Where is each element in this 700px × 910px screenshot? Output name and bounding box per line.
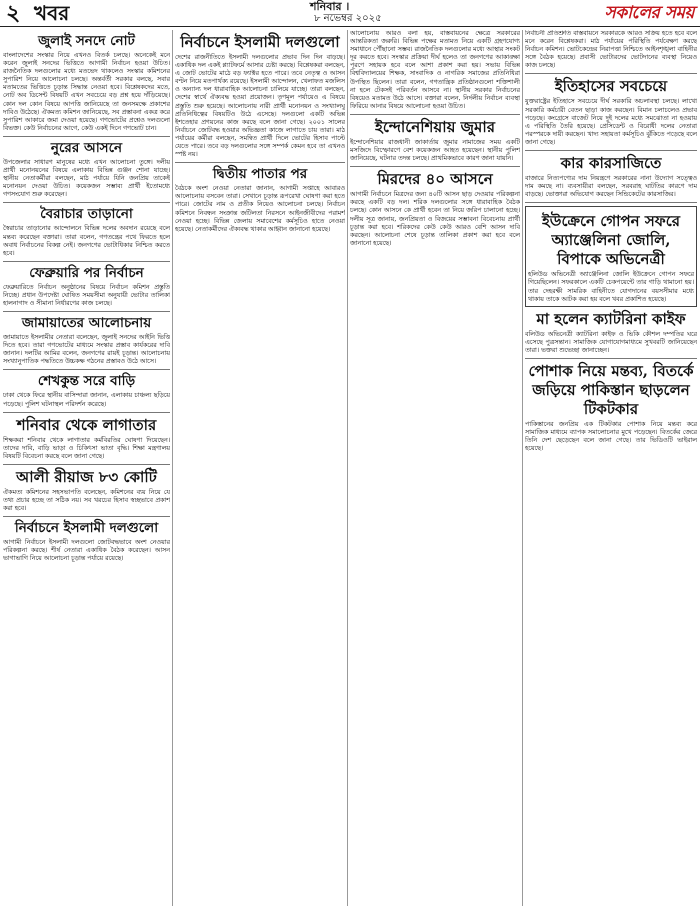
- divider: [175, 162, 345, 163]
- article-body: শিক্ষকরা শনিবার থেকে লাগাতার কর্মবিরতির ঘোষণা দিয়েছেন। তাদের দাবি, বাড়ি ভাড়া ও চিকিৎসা ভাতা বৃদ্ধি। শিক্ষা মন্ত্রণালয় বিষয়টি বিবেচনা করছে বলে জানা গেছে।: [3, 436, 170, 460]
- article-headline[interactable]: জুলাই সনদে নোট: [38, 33, 135, 49]
- article-body: জামায়াতে ইসলামীর নেতারা বলেছেন, জুলাই সনদের আইনি ভিত্তি দিতে হবে। তারা গণভোটের মাধ্যমে সংস্কার প্রস্তাব কার্যকরের দাবি জানান। দলটির আমির বলেন, জনগণের রায়ই চূড়ান্ত। আলোচনায় সংখ্যানুপাতিক পদ্ধতিতে উচ্চকক্ষ গঠনের প্রস্তাবও উঠে আসে।: [3, 334, 170, 366]
- article-body: উপজেলার সাধারণ মানুষের মধ্যে এখন আলোচনা তুঙ্গে। দলীয় প্রার্থী মনোনয়নের বিষয়ে এলাকায় বিভিন্ন গুঞ্জন শোনা যাচ্ছে। স্থানীয় নেতাকর্মীরা বলছেন, মাঠ পর্যায়ে যিনি জনপ্রিয় তাকেই মনোনয়ন দেওয়া উচিত। কয়েকজন সম্ভাব্য প্রার্থী ইতোমধ্যে গণসংযোগ শুরু করেছেন।: [3, 158, 170, 199]
- article-headline[interactable]: ইউক্রেনে গোপন সফরে অ্যাঞ্জেলিনা জোলি, বিপাকে অভিনেত্রী: [541, 212, 681, 269]
- article-headline[interactable]: আলী রীয়াজ ৮৩ কোটি: [16, 467, 157, 486]
- divider: [525, 358, 697, 359]
- article-headline[interactable]: মা হলেন ক্যাটরিনা কাইফ: [536, 309, 686, 328]
- feature-box: [525, 206, 697, 306]
- column-rule: [172, 30, 173, 906]
- article-body: পাকিস্তানের জনপ্রিয় এক টিকটকার পোশাক নিয়ে মন্তব্য করে সামাজিক মাধ্যমে ব্যাপক সমালোচনার মুখে পড়েছেন। বিতর্কের জেরে তিনি দেশ ছেড়েছেন বলে জানা গেছে। তার ভিডিওটি ভাইরাল হয়েছে।: [525, 420, 697, 453]
- article-headline[interactable]: কার কারসাজিতে: [560, 154, 662, 173]
- article-headline[interactable]: পোশাক নিয়ে মন্তব্য, বিতর্কে জড়িয়ে পাকিস্তান ছাড়লেন টিকটকার: [528, 361, 694, 418]
- column-4: [525, 30, 697, 908]
- column-3: [350, 30, 520, 908]
- divider: [3, 516, 170, 517]
- divider: [3, 261, 170, 262]
- header-day: শনিবার ।: [310, 0, 350, 13]
- article-body: হলিউড অভিনেত্রী অ্যাঞ্জেলিনা জোলি ইউক্রেনে গোপন সফরে গিয়েছিলেন। সফরকালে একটি চেকপয়েন্টে তার গাড়ি থামানো হয়। তার দেহরক্ষী সামরিক বাহিনীতে যোগদানের বয়সসীমার মধ্যে থাকায় তাকে আটক করা হয় বলে খবর প্রকাশিত হয়েছে।: [528, 271, 694, 303]
- article-body: ফেব্রুয়ারিতে নির্বাচন অনুষ্ঠানের বিষয়ে নির্বাচন কমিশন প্রস্তুতি নিচ্ছে। প্রধান উপদেষ্টা ঘোষিত সময়সীমা অনুযায়ী ভোটার তালিকা হালনাগাদ ও সীমানা নির্ধারণের কাজ চলছে।: [3, 283, 170, 307]
- column-rule: [347, 30, 348, 906]
- divider: [3, 369, 170, 370]
- newspaper-logo: সকালের সময়: [604, 3, 694, 23]
- article-body: বৈঠকে অংশ নেওয়া নেতারা জানান, আগামী সপ্তাহে আবারও আলোচনায় বসবেন তারা। সেখানে চূড়ান্ত রূপরেখা ঘোষণা করা হতে পারে। জোটের নাম ও প্রতীক নিয়েও আলোচনা চলছে। নির্বাচন কমিশনে নিবন্ধন সংক্রান্ত জটিলতা নিরসনে আইনজীবীদের পরামর্শ নেওয়া হচ্ছে। বিভিন্ন জেলায় সমাবেশের কর্মসূচিও হাতে নেওয়া হয়েছে। নেতাকর্মীদের ঐক্যবদ্ধ থাকার আহ্বান জানানো হয়েছে।: [175, 185, 345, 233]
- article-body: আগামী নির্বাচনে মিত্রদের জন্য ৪০টি আসন ছাড় দেওয়ার পরিকল্পনা করছে একটি বড় দল। শরিক দলগুলোর সঙ্গে ধারাবাহিক বৈঠক চলছে। কোন আসনে কে প্রার্থী হবেন তা নিয়ে জরিপ চালানো হচ্ছে। দলীয় সূত্র জানায়, জনপ্রিয়তা ও বিজয়ের সম্ভাবনা বিবেচনায় প্রার্থী চূড়ান্ত করা হবে। শরিকদের কেউ কেউ আরও বেশি আসন দাবি করছেন। আলোচনা শেষে চূড়ান্ত তালিকা প্রকাশ করা হবে বলে জানানো হয়েছে।: [350, 191, 520, 247]
- divider: [3, 311, 170, 312]
- article-body: ঐকমত্য কমিশনের সহসভাপতি বলেছেন, কমিশনের ব্যয় নিয়ে যে তথ্য প্রচার হচ্ছে তা সঠিক নয়। সব খরচের হিসাব স্বচ্ছভাবে প্রকাশ করা হবে।: [3, 488, 170, 513]
- article-headline[interactable]: ফেব্রুয়ারি পর নির্বাচন: [29, 264, 144, 281]
- column-1: [3, 30, 170, 908]
- article-body: বাংলাদেশের সংস্কার নিয়ে এখনও বিতর্ক চলছে। অনেকেই মনে করেন জুলাই সনদের ভিত্তিতে আগামী নির্বাচন হওয়া উচিত। রাজনৈতিক দলগুলোর মধ্যে মতভেদ থাকলেও সংস্কার কমিশনের সুপারিশ নিয়ে আলোচনা চলছে। অন্তর্বর্তী সরকার বলছে, সবার মতামতের ভিত্তিতে চূড়ান্ত সিদ্ধান্ত নেওয়া হবে। বিশ্লেষকদের মতে, নোট অব ডিসেন্ট বিষয়টি এখন সবচেয়ে বড় প্রশ্ন হয়ে দাঁড়িয়েছে। কোন দল কোন বিষয়ে আপত্তি জানিয়েছে তা জনসমক্ষে প্রকাশের দাবিও উঠেছে। ঐকমত্য কমিশন জানিয়েছে, সব প্রস্তাবনা একত্র করে সুপারিশ আকারে জমা দেওয়া হয়েছে। গণভোটের প্রশ্নেও দলগুলো বিভক্ত। কেউ নির্বাচনের আগে, কেউ একই দিনে গণভোট চান।: [3, 52, 170, 132]
- article-headline[interactable]: মিরদের ৪০ আসনে: [377, 170, 493, 189]
- article-headline[interactable]: নুরের আসনে: [50, 139, 123, 156]
- page-number: ২: [6, 0, 21, 26]
- article-body: বলিউড অভিনেত্রী ক্যাটরিনা কাইফ ও ভিকি কৌশল দম্পতির ঘরে এসেছে পুত্রসন্তান। সামাজিক যোগাযোগমাধ্যমে সুখবরটি জানিয়েছেন তারা। ভক্তরা শুভেচ্ছা জানাচ্ছেন।: [525, 330, 697, 354]
- article-headline[interactable]: দ্বিতীয় পাতার পর: [212, 166, 308, 183]
- article-headline[interactable]: নির্বাচনে ইসলামী দলগুলো: [180, 33, 340, 51]
- divider: [525, 150, 697, 151]
- section-title: খবর: [34, 1, 70, 25]
- article-headline[interactable]: শনিবার থেকে লাগাতার: [16, 415, 157, 434]
- article-body: দেশের রাজনীতিতে ইসলামী দলগুলোর প্রভাব দিন দিন বাড়ছে। একাধিক দল একই প্ল্যাটফর্মে আসার চেষ্টা করছে। বিশ্লেষকরা বলছেন, এ জোট ভোটের মাঠে বড় ফ্যাক্টর হতে পারে। তবে নেতৃত্ব ও আসন বণ্টন নিয়ে মতপার্থক্য রয়েছে। ইসলামী আন্দোলন, খেলাফত মজলিস ও অন্যান্য দল ধারাবাহিক আলোচনা চালিয়ে যাচ্ছে। তারা বলছেন, দেশের স্বার্থে ঐক্যবদ্ধ হওয়া প্রয়োজন। তৃণমূল পর্যায়েও এ বিষয়ে প্রস্তুতি শুরু হয়েছে। আলোচনায় নারী প্রার্থী মনোনয়ন ও সংখ্যালঘু প্রতিনিধিত্বের বিষয়টিও উঠে এসেছে। দলগুলো একটি অভিন্ন ইশতেহার প্রণয়নের কাজ করছে বলে জানা গেছে। ২০০১ সালের নির্বাচনে জোটবদ্ধ হওয়ার অভিজ্ঞতা কাজে লাগাতে চায় তারা। মাঠ পর্যায়ের কর্মীরা বলছেন, সমন্বিত প্রার্থী দিলে ভোটের হিসাব পাল্টে যেতে পারে। তবে বড় দলগুলোর সঙ্গে সম্পর্ক কেমন হবে তা এখনও স্পষ্ট নয়।: [175, 54, 345, 159]
- column-rule: [522, 30, 523, 906]
- article-body: ঢাকা থেকে ফিরে স্থানীয় বাসিন্দারা জানান, এলাকায় চাঞ্চল্য ছড়িয়ে পড়েছে। পুলিশ ঘটনাস্থল পরিদর্শন করেছে।: [3, 392, 170, 408]
- divider: [350, 166, 520, 167]
- article-body: স্বৈরাচার তাড়ানোর আন্দোলনে বিভিন্ন দলের অবদান রয়েছে বলে মন্তব্য করেছেন বক্তারা। তারা বলেন, গণতন্ত্রের পথে ফিরতে হলে অবাধ নির্বাচনের বিকল্প নেই। জনগণের ভোটাধিকার নিশ্চিত করতে হবে।: [3, 225, 170, 257]
- header-date: ৮ নভেম্বর ২০২৫: [314, 13, 382, 24]
- article-body: যুক্তরাষ্ট্রের ইতিহাসে সবচেয়ে দীর্ঘ সরকারি অচলাবস্থা চলছে। লাখো সরকারি কর্মচারী বেতন ছাড়া কাজ করছেন। বিমান চলাচলেও প্রভাব পড়েছে। কংগ্রেসে বাজেট নিয়ে দুই দলের মধ্যে সমঝোতা না হওয়ায় এ পরিস্থিতি তৈরি হয়েছে। প্রেসিডেন্ট ও বিরোধী দলের নেতারা পরস্পরকে দায়ী করছেন। খাদ্য সহায়তা কর্মসূচিও ঝুঁকিতে পড়েছে বলে জানা গেছে।: [525, 98, 697, 146]
- divider: [350, 114, 520, 115]
- divider: [3, 136, 170, 137]
- article-body: বাজারে নিত্যপণ্যের দাম নিয়ন্ত্রণে সরকারের নানা উদ্যোগ সত্ত্বেও দাম কমছে না। ব্যবসায়ীরা বলছেন, সরবরাহ ঘাটতির কারণে দাম বাড়ছে। ভোক্তারা অভিযোগ করছেন সিন্ডিকেটের কারসাজির।: [525, 175, 697, 199]
- article-body: ইন্দোনেশিয়ার রাজধানী জাকার্তায় জুমার নামাজের সময় একটি মসজিদে বিস্ফোরণে বেশ কয়েকজন আহত হয়েছেন। স্থানীয় পুলিশ জানিয়েছে, ঘটনার তদন্ত চলছে। প্রাথমিকভাবে কারণ জানা যায়নি।: [350, 138, 520, 163]
- article-headline[interactable]: বৈরাচার তাড়ানো: [40, 206, 133, 223]
- article-headline[interactable]: জামায়াতের আলোচনায়: [21, 315, 152, 332]
- article-body: আলোচনায় আরও বলা হয়, বাস্তবায়নের ক্ষেত্রে সরকারের আন্তরিকতা জরুরি। বিভিন্ন পক্ষের মতামত নিয়ে একটি গ্রহণযোগ্য সমাধানে পৌঁছানো সম্ভব। রাজনৈতিক দলগুলোর মধ্যে আস্থার সংকট দূর করতে হবে। সংস্কার প্রক্রিয়া দীর্ঘ হলেও তা জনগণের আকাঙ্ক্ষা পূরণে সহায়ক হবে বলে আশা প্রকাশ করা হয়। সভায় বিভিন্ন বিশ্ববিদ্যালয়ের শিক্ষক, সাংবাদিক ও নাগরিক সমাজের প্রতিনিধিরা উপস্থিত ছিলেন। তারা বলেন, গণতান্ত্রিক প্রতিষ্ঠানগুলো শক্তিশালী না হলে টেকসই পরিবর্তন আসবে না। স্থানীয় সরকার নির্বাচনের বিষয়েও মতামত উঠে আসে। বক্তারা বলেন, নির্দলীয় নির্বাচন ব্যবস্থা ফিরিয়ে আনার বিষয়ে আলোচনা হওয়া উচিত।: [350, 30, 520, 110]
- divider: [3, 412, 170, 413]
- article-headline[interactable]: ইতিহাসের সবচেয়ে: [554, 77, 668, 96]
- divider: [3, 464, 170, 465]
- divider: [525, 73, 697, 74]
- divider: [3, 202, 170, 203]
- article-body: আগামী নির্বাচনে ইসলামী দলগুলো জোটবদ্ধভাবে অংশ নেওয়ার পরিকল্পনা করছে। শীর্ষ নেতারা একাধিক বৈঠক করেছেন। আসন ভাগাভাগি নিয়ে আলোচনা চূড়ান্ত পর্যায়ে রয়েছে।: [3, 539, 170, 563]
- divider: [525, 202, 697, 203]
- column-2: [175, 30, 345, 908]
- article-headline[interactable]: নির্বাচনে ইসলামী দলগুলো: [14, 520, 159, 537]
- article-body: নির্বাচনী প্রতিশ্রুতি বাস্তবায়নে সরকারকে আরও সক্রিয় হতে হবে বলে মনে করেন বিশ্লেষকরা। মাঠ পর্যায়ের পরিস্থিতি পর্যবেক্ষণ করছে নির্বাচন কমিশন। ভোটকেন্দ্রের নিরাপত্তা নিশ্চিতে আইনশৃঙ্খলা বাহিনীর সঙ্গে বৈঠক হয়েছে। প্রবাসী ভোটারদের ভোটদানের ব্যবস্থা নিয়েও কাজ চলছে।: [525, 30, 697, 70]
- article-headline[interactable]: শেখকুন্ত সরে বাড়ি: [37, 373, 136, 390]
- article-headline[interactable]: ইন্দোনেশিয়ায় জুমার: [375, 117, 495, 136]
- page-header: [0, 0, 700, 27]
